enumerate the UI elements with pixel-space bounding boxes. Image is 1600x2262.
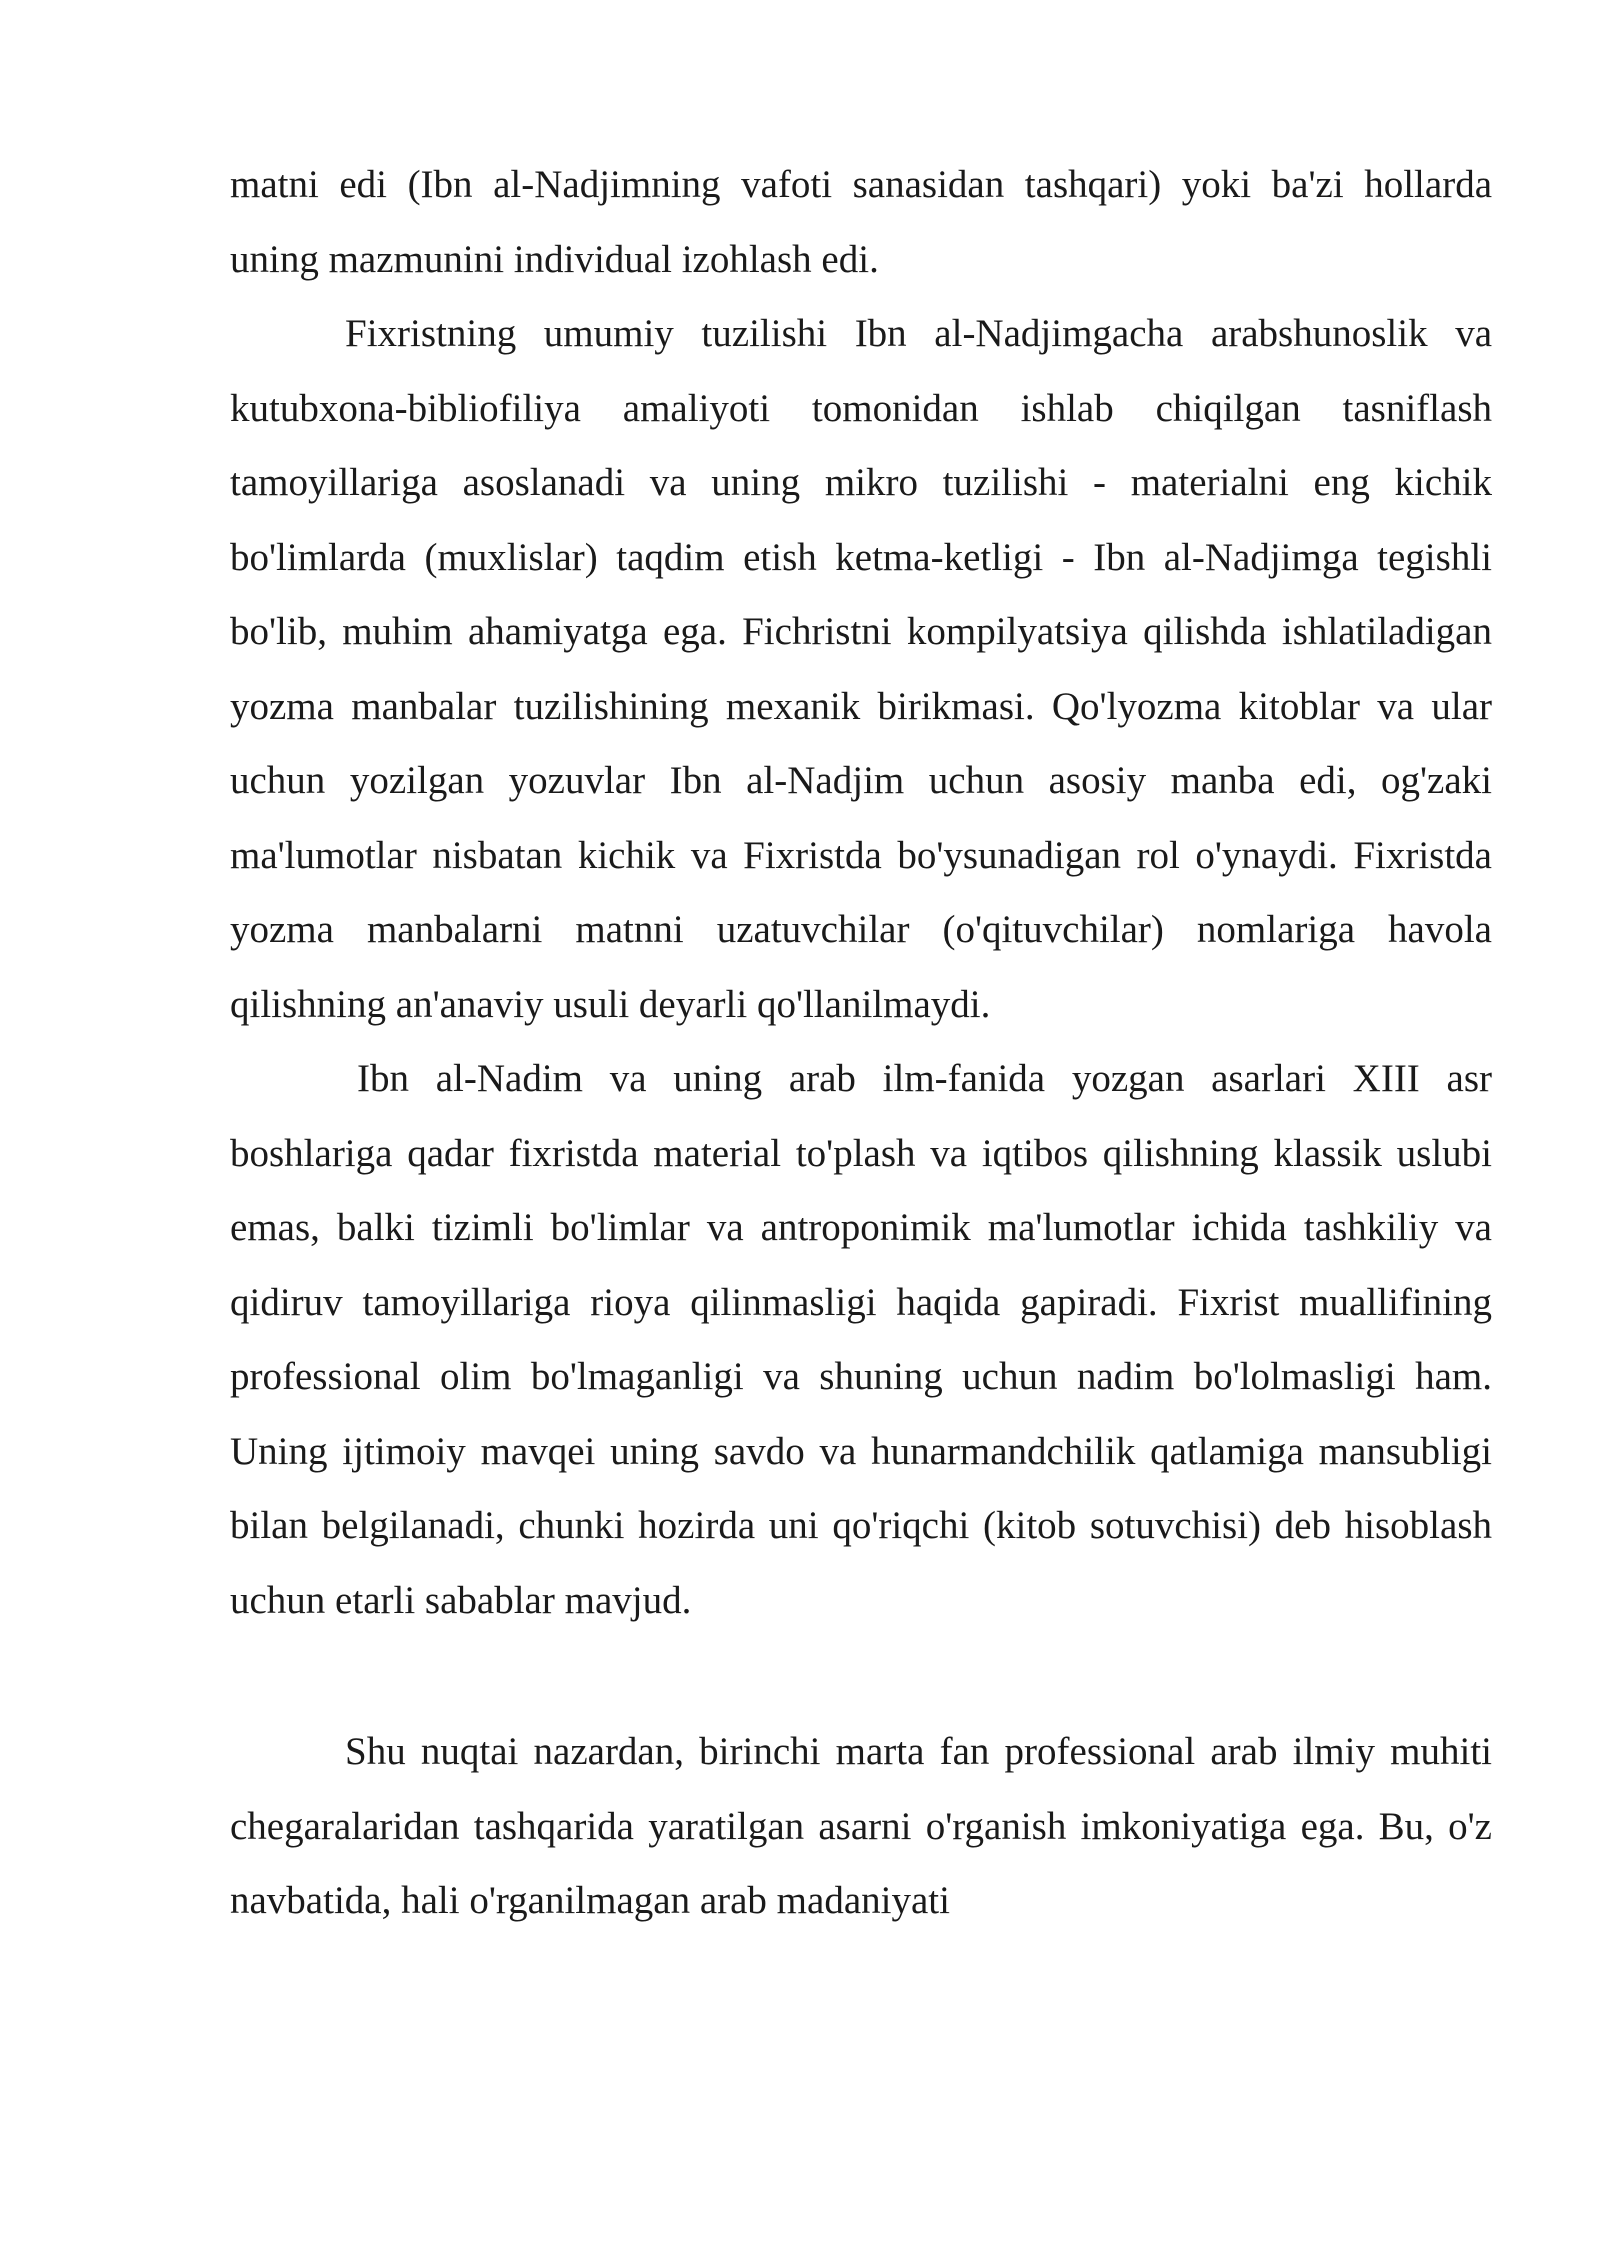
paragraph-point-of-view: Shu nuqtai nazardan, birinchi marta fan professional arab ilmiy muhiti chegaralaridan tashqarida yaratilgan asarni o'rganish imkoniyatiga ega. Bu, o'z navbatida, hali o'rganilmagan arab madaniyati	[230, 1730, 1492, 1922]
paragraph-fixrist-structure: Fixristning umumiy tuzilishi Ibn al-Nadjimgacha arabshunoslik va kutubxona-bibliofiliya amaliyoti tomonidan ishlab chiqilgan tasniflash tamoyillariga asoslanadi va uning mikro tuzilishi - materialni eng kichik bo'limlarda (muxlislar) taqdim etish ketma-ketligi - Ibn al-Nadjimga tegishli bo'lib, muhim ahamiyatga ega. Fichristni kompilyatsiya qilishda ishlatiladigan yozma manbalar tuzilishining mexanik birikmasi. Qo'lyozma kitoblar va ular uchun yozilgan yozuvlar Ibn al-Nadjim uchun asosiy manba edi, og'zaki ma'lumotlar nisbatan kichik va Fixristda bo'ysunadigan rol o'ynaydi. Fixristda yozma manbalarni matnni uzatuvchilar (o'qituvchilar) nomlariga havola qilishning an'anaviy usuli deyarli qo'llanilmaydi.	[230, 312, 1492, 1026]
document-body	[230, 148, 1492, 1939]
paragraph-spacer	[230, 1638, 1492, 1715]
paragraph-continuation: matni edi (Ibn al-Nadjimning vafoti sanasidan tashqari) yoki ba'zi hollarda uning mazmunini individual izohlash edi.	[230, 163, 1492, 281]
paragraph-ibn-al-nadim: Ibn al-Nadim va uning arab ilm-fanida yozgan asarlari XIII asr boshlariga qadar fixristda material to'plash va iqtibos qilishning klassik uslubi emas, balki tizimli bo'limlar va antroponimik ma'lumotlar ichida tashkiliy va qidiruv tamoyillariga rioya qilinmasligi haqida gapiradi. Fixrist muallifining professional olim bo'lmaganligi va shuning uchun nadim bo'lolmasligi ham. Uning ijtimoiy mavqei uning savdo va hunarmandchilik qatlamiga mansubligi bilan belgilanadi, chunki hozirda uni qo'riqchi (kitob sotuvchisi) deb hisoblash uchun etarli sabablar mavjud.	[230, 1057, 1492, 1622]
